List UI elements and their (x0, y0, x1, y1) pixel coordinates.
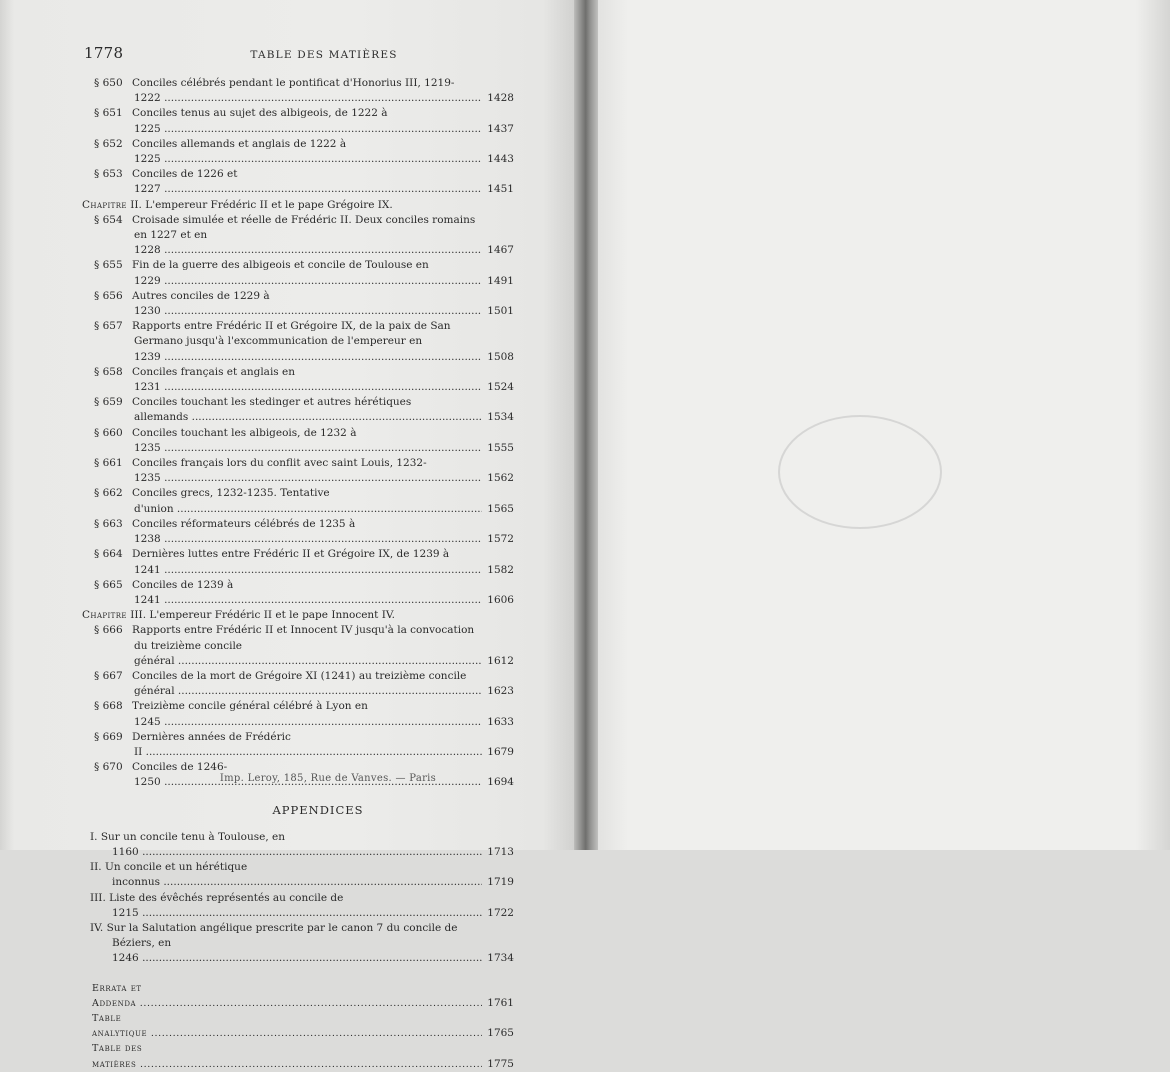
section-number: § 657 (94, 320, 123, 333)
entry-page: 1761 (487, 996, 514, 1009)
toc-entry (82, 517, 514, 547)
sections-group-c (82, 623, 514, 790)
toc-entry (82, 167, 514, 197)
toc-entry (82, 319, 514, 365)
chapter-title: III. L'empereur Frédéric II et le pape Innocent IV. (130, 609, 395, 622)
entry-page: 1467 (487, 244, 514, 257)
entry-page: 1508 (487, 350, 514, 363)
appendix-entry (82, 830, 514, 860)
appendix-entry (82, 921, 514, 967)
entry-page: 1606 (487, 593, 514, 606)
toc-entry (82, 365, 514, 395)
entry-page: 1722 (487, 906, 514, 919)
entry-title: Conciles de la mort de Grégoire XI (1241) au treizième concile général ..... (132, 670, 482, 697)
section-number: § 662 (94, 487, 123, 500)
entry-title: II. Un concile et un hérétique inconnus ..... (90, 861, 482, 888)
sections-group-b (82, 213, 514, 608)
section-number: § 656 (94, 289, 123, 302)
entry-title: Conciles touchant les albigeois, de 1232 à 1235 ..... (132, 427, 482, 454)
entry-page: 1534 (487, 411, 514, 424)
entry-page: 1633 (487, 715, 514, 728)
entry-title: Treizième concile général célébré à Lyon en 1245 ..... (132, 700, 482, 727)
entry-title: Rapports entre Frédéric II et Grégoire IX, de la paix de San Germano jusqu'à l'excommunication de l'empereur en 1239 ..... (132, 320, 482, 362)
section-number: § 651 (94, 107, 123, 120)
toc-entry (82, 258, 514, 288)
entry-page: 1428 (487, 92, 514, 105)
book-gutter (574, 0, 600, 850)
entry-title: Errata et Addenda ..... (92, 983, 482, 1009)
entry-title: Croisade simulée et réelle de Frédéric II. Deux conciles romains en 1227 et en 1228 ..... (132, 214, 482, 256)
chapter-heading (82, 198, 514, 213)
entry-page: 1565 (487, 502, 514, 515)
printer-imprint: Imp. Leroy, 185, Rue de Vanves. — Paris (219, 773, 437, 784)
entry-page: 1775 (487, 1057, 514, 1070)
section-number: § 667 (94, 669, 123, 682)
appendices-heading: APPENDICES (272, 802, 364, 817)
entry-page: 1679 (487, 745, 514, 758)
section-number: § 661 (94, 457, 123, 470)
entry-page: 1582 (487, 563, 514, 576)
toc-entry (82, 547, 514, 577)
entry-page: 1562 (487, 472, 514, 485)
entry-page: 1437 (487, 122, 514, 135)
entry-page: 1694 (487, 776, 514, 789)
entry-page: 1443 (487, 153, 514, 166)
toc-entry (82, 623, 514, 669)
entry-title: Table des matières ..... (92, 1043, 482, 1069)
chapter-heading (82, 608, 514, 623)
section-number: § 664 (94, 548, 123, 561)
chapter-label: Chapitre (82, 609, 127, 622)
entry-title: Rapports entre Frédéric II et Innocent IV jusqu'à la convocation du treizième concile général ..... (132, 624, 482, 666)
section-number: § 650 (94, 77, 123, 89)
entry-page: 1713 (487, 845, 514, 858)
back-matter-list (82, 981, 514, 1072)
entry-page: 1572 (487, 533, 514, 546)
section-number: § 665 (94, 578, 123, 591)
toc-entry (82, 578, 514, 608)
toc-entry (82, 76, 514, 106)
section-number: § 658 (94, 365, 123, 378)
entry-title: IV. Sur la Salutation angélique prescrite par le canon 7 du concile de Béziers, en 1246 ..... (90, 922, 482, 964)
appendices-list (82, 830, 514, 967)
entry-title: Conciles français lors du conflit avec saint Louis, 1232-1235 ..... (132, 457, 482, 484)
toc-entry (82, 699, 514, 729)
entry-title: III. Liste des évêchés représentés au concile de 1215 ..... (90, 892, 482, 919)
entry-page: 1623 (487, 685, 514, 698)
entry-page: 1555 (487, 441, 514, 454)
entry-page: 1719 (487, 876, 514, 889)
toc-entry (82, 730, 514, 760)
entry-title: Conciles français et anglais en 1231 ..... (132, 366, 482, 393)
appendix-entry (82, 891, 514, 921)
page-number: 1778 (84, 44, 124, 62)
back-matter-entry (82, 981, 514, 1011)
toc-entry (82, 289, 514, 319)
entry-page: 1612 (487, 654, 514, 667)
entry-page: 1734 (487, 952, 514, 965)
chapter-title: II. L'empereur Frédéric II et le pape Grégoire IX. (130, 198, 393, 211)
toc-entry (82, 106, 514, 136)
entry-title: Table analytique ..... (92, 1013, 482, 1039)
entry-page: 1451 (487, 183, 514, 196)
entry-title: I. Sur un concile tenu à Toulouse, en 1160 ..... (90, 831, 482, 858)
toc-entry (82, 426, 514, 456)
entry-title: Conciles tenus au sujet des albigeois, de 1222 à 1225 ..... (132, 107, 482, 134)
entry-title: Conciles touchant les stedinger et autres hérétiques allemands ..... (132, 396, 482, 423)
toc-entry (82, 669, 514, 699)
section-number: § 652 (94, 137, 123, 150)
section-number: § 654 (94, 213, 123, 226)
entry-page: 1501 (487, 305, 514, 318)
running-head (84, 44, 514, 64)
entry-page: 1765 (487, 1027, 514, 1040)
entry-title: Dernières années de Frédéric II ..... (132, 731, 482, 758)
entry-title: Fin de la guerre des albigeois et concile de Toulouse en 1229 ..... (132, 259, 482, 286)
section-number: § 663 (94, 517, 123, 530)
toc-entry (82, 395, 514, 425)
back-matter-entry (82, 1011, 514, 1041)
toc-entry (82, 456, 514, 486)
section-number: § 668 (94, 700, 123, 713)
entry-title: Conciles de 1239 à 1241 ..... (132, 579, 482, 606)
section-number: § 655 (94, 259, 123, 272)
appendix-entry (82, 860, 514, 890)
entry-page: 1524 (487, 381, 514, 394)
toc-entry (82, 137, 514, 167)
section-number: § 660 (94, 426, 123, 439)
entry-title: Dernières luttes entre Frédéric II et Grégoire IX, de 1239 à 1241 ..... (132, 548, 482, 575)
section-number: § 670 (94, 761, 123, 774)
entry-title: Conciles réformateurs célébrés de 1235 à 1238 ..... (132, 518, 482, 545)
sections-group-a (82, 76, 514, 198)
entry-title: Autres conciles de 1229 à 1230 ..... (132, 290, 482, 317)
entry-title: Conciles de 1226 et 1227 ..... (132, 168, 482, 195)
toc-entry (82, 486, 514, 516)
section-number: § 653 (94, 168, 123, 181)
entry-title: Conciles célébrés pendant le pontificat d'Honorius III, 1219-1222 ..... (132, 77, 482, 104)
entry-title: Conciles allemands et anglais de 1222 à 1225 ..... (132, 138, 482, 165)
section-number: § 669 (94, 730, 123, 743)
entry-page: 1491 (487, 274, 514, 287)
chapter-label: Chapitre (82, 198, 127, 211)
faded-library-stamp (778, 415, 942, 529)
entry-title: Conciles de 1246-1250 ..... (132, 761, 482, 788)
section-number: § 659 (94, 396, 123, 409)
table-of-contents (82, 76, 514, 1072)
section-number: § 666 (94, 624, 123, 637)
entry-title: Conciles grecs, 1232-1235. Tentative d'union ..... (132, 487, 482, 514)
running-title: TABLE DES MATIÈRES (250, 49, 398, 61)
back-matter-entry (82, 1041, 514, 1071)
toc-entry (82, 213, 514, 259)
